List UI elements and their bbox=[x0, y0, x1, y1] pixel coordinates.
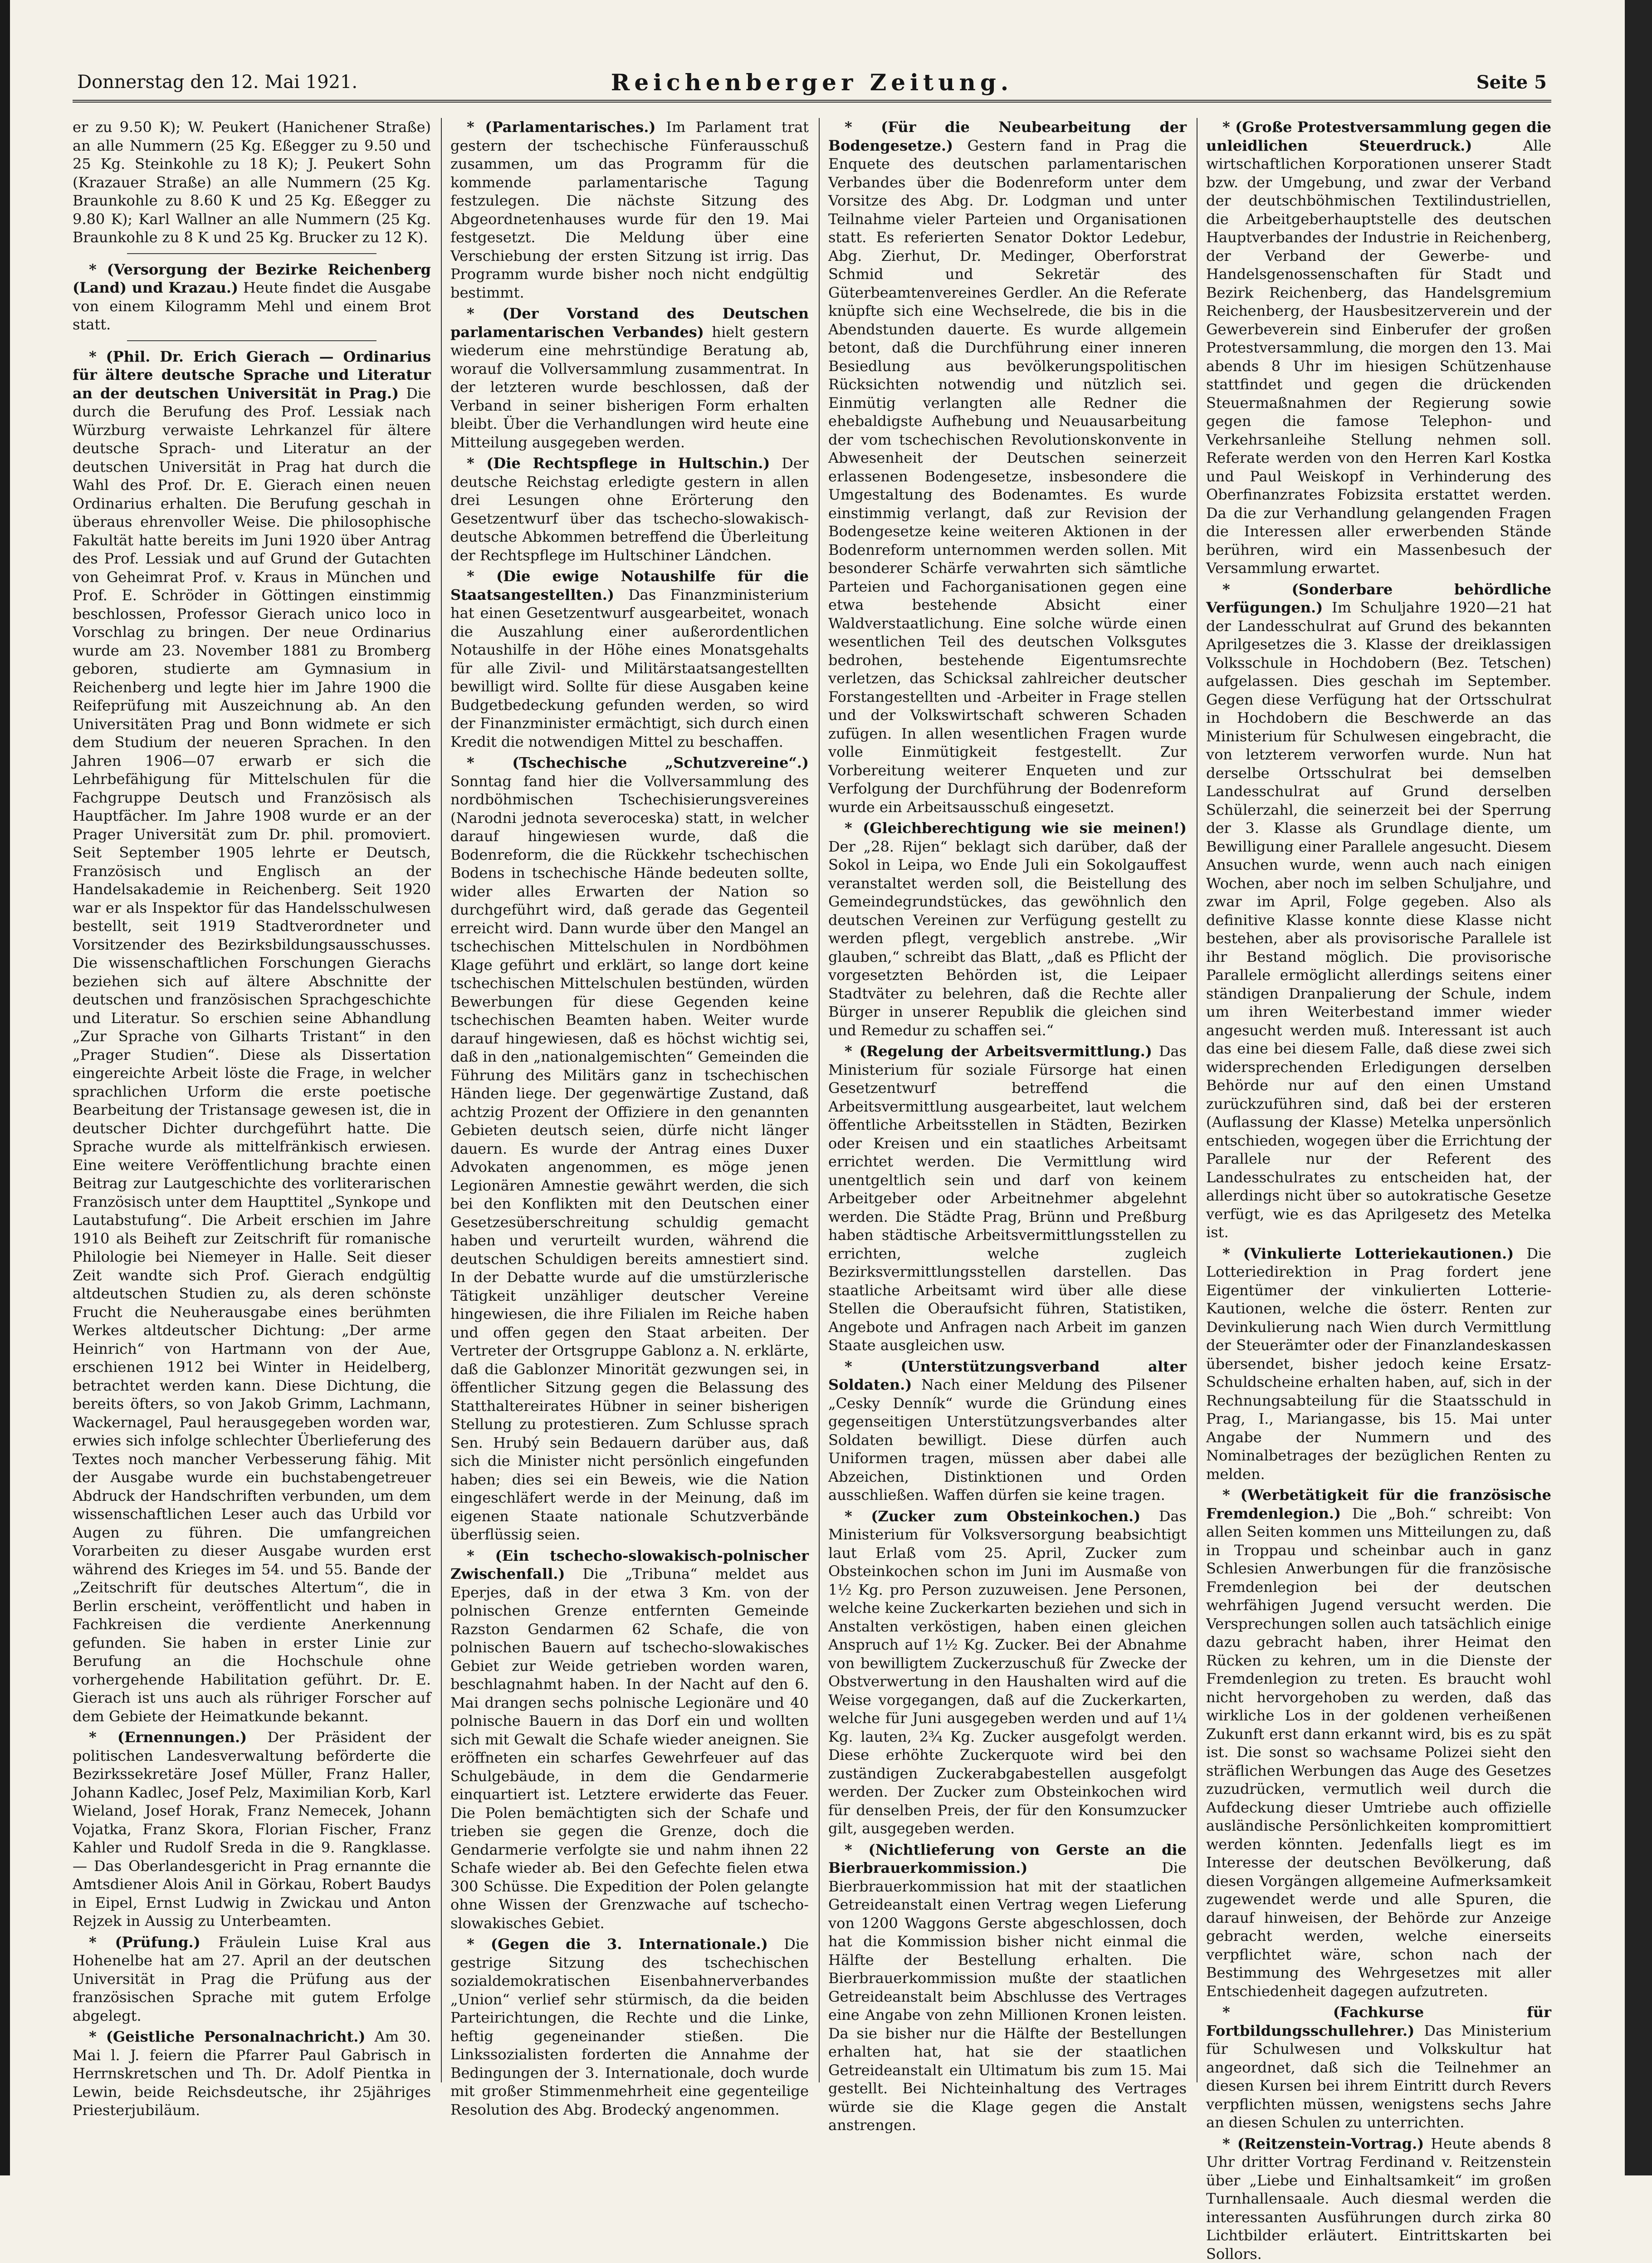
article-text: Heute findet die Ausgabe von einem Kilogramm Mehl und einem Brot statt. bbox=[73, 279, 431, 333]
article bbox=[828, 1042, 1187, 1355]
article-text: Die gestrige Sitzung des tschechischen sozialdemokratischen Eisenbahnerverbandes „Union“ verlief sehr stürmisch, da die beiden Parteirichtungen, die Rechte und die Linke, heftig gegeneinander stießen. Die Linkssozialisten forderten die Annahme der Bedingungen der 3. Internationale, doch wurde mit großer Stimmenmehrheit eine gegenteilige Resolution des Abg. Brodecký angenommen. bbox=[450, 1935, 809, 2118]
columns bbox=[73, 118, 1551, 2082]
article-text: Das Finanzministerium hat einen Gesetzentwurf ausgearbeitet, wonach die Auszahlung einer außerordentlichen Notaushilfe in der Höhe eines Monatsgehalts für alle Zivil- und Militärstaatsangestellten bewilligt wird. Sollte für diese Ausgaben keine Budgetbedeckung gefunden werden, so wird der Finanzminister ermächtigt, sich durch einen Kredit die notwendigen Mittel zu beschaffen. bbox=[450, 586, 809, 750]
article bbox=[450, 118, 809, 302]
article bbox=[450, 754, 809, 1544]
article-text: Die „Tribuna“ meldet aus Eperjes, daß in der etwa 3 Km. von der polnischen Grenze entfernten Gemeinde Razston Gendarmen 62 Schafe, die von polnischen Bauern auf tschecho-slowakisches Gebiet zur Weide getrieben worden waren, beschlagnahmt haben. In der Nacht auf den 6. Mai drangen sechs polnische Legionäre und 40 polnische Bauern in das Dorf ein und wollten sich mit Gewalt die Schafe wieder aneignen. Sie eröffneten ein scharfes Gewehrfeuer auf das Schulgebäude, in dem die Gendarmerie einquartiert ist. Letztere erwiderte das Feuer. Die Polen bemächtigten sich der Schafe und trieben sie gegen die Grenze, doch die Gendarmerie verfolgte sie und nahm ihnen 22 Schafe wieder ab. Bei den Gefechte fielen etwa 300 Schüsse. Die Expedition der Polen gelangte ohne Wissen der Grenzwache auf tschecho-slowakisches Gebiet. bbox=[450, 1565, 809, 1932]
article-text: Heute abends 8 Uhr dritter Vortrag Ferdinand v. Reitzenstein über „Liebe und Einhaltsamkeit“ im großen Turnhallensaale. Auch diesmal werden die interessanten Ausführungen durch zirka 80 Lichtbilder erläutert. Eintrittskarten bei Sollors. bbox=[1206, 2135, 1551, 2263]
article bbox=[828, 819, 1187, 1039]
column-2 bbox=[450, 118, 809, 2082]
column-rule bbox=[819, 118, 820, 2082]
article-heading: * (Parlamentarisches.) bbox=[467, 118, 656, 136]
separator bbox=[127, 253, 376, 254]
article-heading: * (Versorgung der Bezirke Reichenberg (Land) und Krazau.) bbox=[73, 261, 431, 297]
article-heading: * (Vinkulierte Lotteriekautionen.) bbox=[1222, 1245, 1514, 1262]
article-heading: * (Reitzenstein-Vortrag.) bbox=[1222, 2135, 1424, 2152]
article-heading: * (Die ewige Notaushilfe für die Staatsangestellten.) bbox=[450, 568, 809, 603]
article bbox=[828, 1841, 1187, 2135]
article-text: Der „28. Rijen“ beklagt sich darüber, daß der Sokol in Leipa, wo Ende Juli ein Sokolgauffest veranstaltet werden soll, die Beistellung des Gemeindegrundstückes, das gewöhnlich den deutschen Vereinen zur Verfügung gestellt zu werden pflegt, vergeblich anstrebe. „Wir glauben,“ schreibt das Blatt, „daß es Pflicht der vorgesetzten Behörden ist, die Leipaer Stadtväter zu belehren, daß die Rechte aller Bürger in unserer Republik die gleichen sind und Remedur zu schaffen sei.“ bbox=[828, 838, 1187, 1039]
page-header bbox=[73, 68, 1551, 103]
article-heading: * (Fachkurse für Fortbildungsschullehrer.) bbox=[1206, 2003, 1551, 2039]
article-text: Am 30. Mai l. J. feiern die Pfarrer Paul Gabrisch in Herrnskretschen und Th. Dr. Adolf Pientka in Lewin, beide Reichsdeutsche, ihr 25jähriges Priesterjubiläum. bbox=[73, 2028, 431, 2119]
column-3 bbox=[828, 118, 1187, 2082]
article bbox=[828, 1357, 1187, 1504]
article-heading: * (Sonderbare behördliche Verfügungen.) bbox=[1206, 581, 1551, 617]
separator bbox=[127, 340, 376, 341]
article bbox=[73, 348, 431, 1726]
newspaper-page bbox=[73, 68, 1551, 2082]
issue-date: Donnerstag den 12. Mai 1921. bbox=[77, 72, 357, 93]
article-heading: * (Nichtlieferung von Gerste an die Bierbrauerkommission.) bbox=[828, 1841, 1187, 1877]
article bbox=[828, 1507, 1187, 1838]
article-heading: * (Regelung der Arbeitsvermittlung.) bbox=[845, 1043, 1152, 1060]
article bbox=[450, 567, 809, 751]
article-text: Im Schuljahre 1920—21 hat der Landesschulrat auf Grund des bekannten Aprilgesetzes die 3. Klasse der dreiklassigen Volksschule in Hochdobern (Bez. Tetschen) aufgelassen. Dies geschah im September. Gegen diese Verfügung hat der Ortsschulrat in Hochdobern die Beschwerde an das Ministerium für Schulwesen eingebracht, die von letzterem verworfen wurde. Nun hat derselbe Ortsschulrat bei demselben Landesschulrat auf Grund derselben Schülerzahl, die seinerzeit bei der Sperrung der 3. Klasse als Grundlage diente, um Bewilligung einer Parallele angesucht. Diesem Ansuchen wurde, wenn auch nach einigen Wochen, aber noch im selben Schuljahre, und zwar im April, Folge gegeben. Also als definitive Klasse konnte diese Klasse nicht bestehen, aber als provisorische Parallele ist ihr Bestand möglich. Die provisorische Parallele ermöglicht allerdings seitens einer ständigen Dranpalierung der Schule, indem um ihren Weiterbestand immer wieder angesucht werden muß. Interessant ist auch das eine bei diesem Falle, daß diese zwei sich widersprechenden Erledigungen derselben Behörde nur auf den einen Umstand zurückzuführen sind, daß bei der ersteren (Auflassung der Klasse) Metelka unpersönlich entschieden, wogegen über die Errichtung der Parallele nur der Referent des Landesschulrates zu entscheiden hat, der allerdings nicht über so autokratische Gesetze verfügt, wie es das Aprilgesetz des Metelka ist. bbox=[1206, 599, 1551, 1241]
article-text: Im Parlament trat gestern der tschechische Fünferausschuß zusammen, um das Programm für die kommende parlamentarische Tagung festzulegen. Die nächste Sitzung des Abgeordnetenhauses wurde für den 19. Mai festgesetzt. Die Meldung über eine Verschiebung der ersten Sitzung ist irrig. Das Programm wurde bisher noch nicht endgültig bestimmt. bbox=[450, 118, 809, 301]
article bbox=[450, 304, 809, 451]
article-heading: * (Große Protestversammlung gegen die unleidlichen Steuerdruck.) bbox=[1206, 118, 1551, 154]
article-text: Die „Boh.“ schreibt: Von allen Seiten kommen uns Mitteilungen zu, daß in Troppau und scheinbar auch in ganz Schlesien Anwerbungen für die französische Fremdenlegion bei der deutschen wehrfähigen Jugend versucht werden. Die Versprechungen sollen auch tatsächlich einige dazu gebracht haben, ihrer Heimat den Rücken zu kehren, um in die Dienste der Fremdenlegion zu treten. Es braucht wohl nicht hervorgehoben zu werden, daß das wirkliche Los in der goldenen verheißenen Zukunft erst dann erkannt wird, bis es zu spät ist. Die sonst so wachsame Polizei sieht den sträflichen Werbungen das Auge des Gesetzes zuzudrücken, vermutlich weil durch die Aufdeckung dieser Umtriebe auch offizielle ausländische Persönlichkeiten kompromittiert werden könnten. Jedenfalls liegt es im Interesse der deutschen Bevölkerung, daß diesen Vorgängen allgemeine Aufmerksamkeit zugewendet werde und alle Spuren, die darauf hinweisen, der Behörde zur Anzeige gebracht werden, welche einerseits verpflichtet wäre, schon nach der Bestimmung des Wehrgesetzes mit aller Entschiedenheit dagegen aufzutreten. bbox=[1206, 1505, 1551, 2000]
article bbox=[73, 260, 431, 334]
article bbox=[73, 1933, 431, 2025]
article bbox=[1206, 2135, 1551, 2263]
article bbox=[1206, 2003, 1551, 2132]
article-heading: * (Unterstützungsverband alter Soldaten.) bbox=[828, 1358, 1187, 1394]
article-heading: * (Gleichberechtigung wie sie meinen!) bbox=[845, 819, 1187, 837]
scan-left-edge bbox=[0, 0, 10, 2175]
article-text: Die Lotteriedirektion in Prag fordert jene Eigentümer der vinkulierten Lotterie-Kautionen, welche die österr. Renten zur Devinkulierung nach Wien durch Vermittlung der Steuerämter oder der Finanzlandeskassen übersendet, bisher jedoch keine Ersatz-Schuldscheine erhalten haben, auf, sich in der Rechnungsabteilung für die Staatsschuld in Prag, I., Mariangasse, bis 15. Mai unter Angabe der Nummern und des Nominalbetrages der bezüglichen Renten zu melden. bbox=[1206, 1245, 1551, 1483]
article bbox=[450, 1935, 809, 2119]
column-4 bbox=[1206, 118, 1551, 2082]
article-text: Die durch die Berufung des Prof. Lessiak nach Würzburg verwaiste Lehrkanzel für ältere deutsche Sprach- und Literatur an der deutschen Universität in Prag hat durch die Wahl des Prof. Dr. E. Gierach einen neuen Ordinarius erhalten. Die Berufung geschah in überaus ehrenvoller Weise. Die philosophische Fakultät hatte bereits im Juni 1920 über Antrag des Prof. Lessiak und auf Grund der Gutachten von Geheimrat Prof. v. Kraus in München und Prof. E. Schröder in Göttingen einstimmig beschlossen, Professor Gierach unico loco in Vorschlag zu bringen. Der neue Ordinarius wurde am 23. November 1881 zu Bromberg geboren, studierte am Gymnasium in Reichenberg und legte hier im Jahre 1900 die Reifeprüfung mit Auszeichnung ab. An den Universitäten Prag und Bonn widmete er sich dem Studium der neueren Sprachen. In den Jahren 1906—07 erwarb er sich die Lehrbefähigung für Mittelschulen für die Fachgruppe Deutsch und Französisch als Hauptfächer. Im Jahre 1908 wurde er an der Prager Universität zum Dr. phil. promoviert. Seit September 1905 lehrte er Deutsch, Französisch und Englisch an der Handelsakademie in Reichenberg. Seit 1920 war er als Inspektor für das Handelsschulwesen bestellt, seit 1919 Stadtverordneter und Vorsitzender des Bezirksbildungsausschusses. Die wissenschaftlichen Forschungen Gierachs beziehen sich auf ältere Abschnitte der deutschen und französischen Sprachgeschichte und Literatur. So erschien seine Abhandlung „Zur Sprache von Gilharts Tristant“ in den „Prager Studien“. Diese als Dissertation eingereichte Arbeit löste die Frage, in welcher sprachlichen Urform die erste poetische Bearbeitung der Tristansage gewesen ist, die in deutscher Dichter durchgeführt hatte. Die Sprache wurde als mittelfränkisch erwiesen. Eine weitere Veröffentlichung brachte einen Beitrag zur Lautgeschichte des vorliterarischen Französisch unter dem Haupttitel „Synkope und Lautabstufung“. Die Arbeit erschien im Jahre 1910 als Beiheft zur Zeitschrift für romanische Philologie bei Niemeyer in Halle. Seit dieser Zeit wandte sich Prof. Gierach endgültig altdeutschen Studien zu, als deren schönste Frucht die Neuherausgabe eines berühmten Werkes altdeutscher Dichtung: „Der arme Heinrich“ von Hartmann von der Aue, erschienen 1912 bei Winter in Heidelberg, betrachtet werden kann. Diese Dichtung, die bereits öfters, so von Jakob Grimm, Lachmann, Wackernagel, Paul herausgegeben worden war, erwies sich infolge schlechter Überlieferung des Textes noch mancher Verbesserung fähig. Mit der Ausgabe wurde ein buchstabengetreuer Abdruck der Handschriften verbunden, um dem wissenschaftlichen Leser auch das Urbild vor Augen zu führen. Die umfangreichen Vorarbeiten zu dieser Ausgabe wurden erst während des Krieges im 54. und 55. Bande der „Zeitschrift für deutsches Altertum“, die in Berlin erscheint, veröffentlicht und haben in Fachkreisen die verdiente Anerkennung gefunden. Sie haben in erster Linie zur Berufung an die Hochschule ohne vorhergehende Habilitation geführt. Dr. E. Gierach ist uns auch als rühriger Forscher auf dem Gebiete der Heimatkunde bekannt. bbox=[73, 385, 431, 1725]
article bbox=[73, 1728, 431, 1930]
column-1 bbox=[73, 118, 431, 2082]
article-text: hielt gestern wiederum eine mehrstündige Beratung ab, worauf die Vollversammlung zusammentrat. In der letzteren wurde beschlossen, daß der Verband in seiner bisherigen Form erhalten bleibt. Über die Verhandlungen wird heute eine Mitteilung ausgegeben werden. bbox=[450, 323, 809, 451]
article-text: Nach einer Meldung des Pilsener „Cesky Denník“ wurde die Gründung eines gegenseitigen Unterstützungsverbandes alter Soldaten bewilligt. Diese dürfen auch Uniformen tragen, müssen aber dabei alle Abzeichen, Distinktionen und Orden ausschließen. Waffen dürfen sie keine tragen. bbox=[828, 1376, 1187, 1504]
article bbox=[828, 118, 1187, 816]
article-heading: * (Prüfung.) bbox=[89, 1934, 200, 1951]
article-text: Gestern fand in Prag die Enquete des deutschen parlamentarischen Verbandes über die Bodenreform unter dem Vorsitze des Abg. Dr. Lodgman und unter Teilnahme vieler Parteien und Organisationen statt. Es referierten Senator Doktor Ledebur, Abg. Zierhut, Dr. Medinger, Oberforstrat Schmid und Sekretär des Güterbeamtenvereines Gerdler. An die Referate knüpfte sich eine Wechselrede, die bis in die Abendstunden dauerte. Es wurde allgemein betont, daß die Durchführung einer inneren Besiedlung aus bevölkerungspolitischen Rücksichten notwendig und nützlich sei. Einmütig verlangten alle Redner die ehebaldigste Aufhebung und Neuausarbeitung der vom tschechischen Revolutionskonvente in Abwesenheit der Deutschen seinerzeit erlassenen Bodengesetze, insbesondere die Umgestaltung des Bodenamtes. Es wurde einstimmig verlangt, daß zur Revision der Bodengesetze keine weiteren Aktionen in der Bodenreform unternommen werden sollen. Mit besonderer Schärfe verwahrten sich sämtliche Parteien und Fachorganisationen gegen eine etwa bestehende Absicht einer Waldverstaatlichung. Eine solche würde einen wesentlichen Teil des deutschen Volksgutes bedrohen, bestehende Eigentumsrechte verletzen, das Schicksal zahlreicher deutscher Forstangestellten und -Arbeiter in Frage stellen und der Volkswirtschaft schweren Schaden zufügen. In allen wesentlichen Fragen wurde volle Einmütigkeit festgestellt. Zur Vorbereitung weiterer Enqueten und zur Verfolgung der Durchführung der Bodenreform wurde ein Arbeitsausschuß eingesetzt. bbox=[828, 137, 1187, 816]
article-text: Fräulein Luise Kral aus Hohenelbe hat am 27. April an der deutschen Universität in Prag die Prüfung aus der französischen Sprache mit gutem Erfolge abgelegt. bbox=[73, 1934, 431, 2024]
article-heading: * (Tschechische „Schutzvereine“.) bbox=[467, 754, 809, 771]
article-heading: * (Geistliche Personalnachricht.) bbox=[89, 2028, 366, 2045]
article-text: Alle wirtschaftlichen Korporationen unserer Stadt bzw. der Umgebung, und zwar der Verband der deutschböhmischen Textilindustriellen, die Arbeitgeberhauptstelle des deutschen Hauptverbandes der Industrie in Reichenberg, der Verband der Gewerbe- und Handelsgenossenschaften für Stadt und Bezirk Reichenberg, das Handelsgremium Reichenberg, der Hausbesitzerverein und der Gewerbeverein sind Einberufer der großen Protestversammlung, die morgen den 13. Mai abends 8 Uhr im hiesigen Schützenhause stattfindet und gegen die drückenden Steuermaßnahmen der Regierung sowie gegen die famose Telephon- und Verkehrsanleihe Stellung nehmen soll. Referate werden von den Herren Karl Kostka und Paul Weiskopf in Verhinderung des Oberfinanzrates Fobizsita erstattet werden. Da die zur Verhandlung gelangenden Fragen die Interessen aller erwerbenden Stände berühren, wird ein Massenbesuch der Versammlung erwartet. bbox=[1206, 137, 1551, 577]
article bbox=[450, 454, 809, 564]
article-heading: * (Der Vorstand des Deutschen parlamentarischen Verbandes) bbox=[450, 305, 809, 341]
article-text: Das Ministerium für Schulwesen und Volkskultur hat angeordnet, daß sich die Teilnehmer an diesen Kursen bei ihrem Eintritt durch Revers verpflichten müssen, wenigstens sechs Jahre an diesen Schulen zu unterrichten. bbox=[1206, 2022, 1551, 2131]
article-text: er zu 9.50 K); W. Peukert (Hanichener Straße) an alle Nummern (25 Kg. Eßegger zu 9.50 und 25 Kg. Steinkohle zu 18 K); J. Peukert Sohn (Krazauer Straße) an alle Nummern (25 Kg. Braunkohle zu 8.60 K und 25 Kg. Eßegger zu 9.80 K); Karl Wallner an alle Nummern (25 Kg. Braunkohle zu 8 K und 25 Kg. Brucker zu 12 K). bbox=[73, 118, 431, 247]
article-heading: * (Gegen die 3. Internationale.) bbox=[467, 1935, 768, 1953]
article bbox=[1206, 580, 1551, 1242]
article-heading: * (Zucker zum Obsteinkochen.) bbox=[845, 1508, 1140, 1525]
article-text: Der deutsche Reichstag erledigte gestern in allen drei Lesungen ohne Erörterung den Gesetzentwurf über das tschecho-slowakisch-deutsche Abkommen betreffend die Überleitung der Rechtspflege im Hultschiner Ländchen. bbox=[450, 455, 809, 564]
article-text: Sonntag fand hier die Vollversammlung des nordböhmischen Tschechisierungsvereines (Narodni jednota severoceska) statt, in welcher darauf hingewiesen wurde, daß die Bodenreform, die die Rückkehr tschechischen Bodens in tschechische Hände bedeuten sollte, wider alles Erwarten der Nation so durchgeführt wird, daß gerade das Gegenteil erreicht wird. Dann wurde über den Mangel an tschechischen Mittelschulen in Nordböhmen Klage geführt und erklärt, so lange dort keine tschechischen Mittelschulen bestünden, würden Bewerbungen für diese Gegenden keine tschechischen Beamten haben. Weiter wurde darauf hingewiesen, daß es höchst wichtig sei, daß in den „nationalgemischten“ Gemeinden die Führung des Militärs ganz in tschechischen Händen liege. Der gegenwärtige Zustand, daß achtzig Prozent der Offiziere in den genannten Gebieten deutsch seien, dürfe nicht länger dauern. Es wurde der Antrag eines Duxer Advokaten angenommen, es möge jenen Legionären Amnestie gewährt werden, die sich bei den Konflikten mit den Deutschen einer Gesetzesüberschreitung schuldig gemacht haben und verurteilt wurden, während die deutschen Schuldigen bereits amnestiert sind. In der Debatte wurde auf die umstürzlerische Tätigkeit unzähliger deutscher Vereine hingewiesen, die ihre Filialen im Reiche haben und offen gegen den Staat arbeiten. Der Vertreter der Ortsgruppe Gablonz a. N. erklärte, daß die Gablonzer Minorität gezwungen sei, in öffentlicher Sitzung gegen die Belassung des Statthaltereirates Hübner in seiner bisherigen Stellung zu protestieren. Zum Schlusse sprach Sen. Hrubý sein Bedauern darüber aus, daß sich die Minister nicht persönlich eingefunden haben; dies sei ein Beweis, wie die Nation eingeschläfert werde in der Meinung, daß im eigenen Staate nationale Schutzverbände überflüssig seien. bbox=[450, 773, 809, 1543]
article-text: Das Ministerium für Volksversorgung beabsichtigt laut Erlaß vom 25. April, Zucker zum Obsteinkochen schon im Juni im Ausmaße von 1½ Kg. pro Person zuzuweisen. Jene Personen, welche keine Zuckerkarten beziehen und sich in Anstalten verköstigen, haben einen gleichen Anspruch auf 1½ Kg. Zucker. Bei der Abnahme von bewilligtem Zuckerzuschuß für Zwecke der Obstverwertung in den Haushalten wird auf die Weise vorgegangen, daß auf die Zuckerkarten, welche für Juni ausgegeben werden und auf 1¼ Kg. lauten, 2¾ Kg. Zucker ausgefolgt werden. Diese erhöhte Zuckerquote wird bei den zuständigen Zuckerabgabestellen ausgefolgt werden. Der Zucker zum Obsteinkochen wird für denselben Preis, der für den Konsumzucker gilt, ausgegeben werden. bbox=[828, 1508, 1187, 1837]
article-heading: * (Ernennungen.) bbox=[89, 1729, 247, 1746]
article bbox=[73, 2028, 431, 2120]
article bbox=[1206, 1244, 1551, 1484]
article-heading: * (Phil. Dr. Erich Gierach — Ordinarius für ältere deutsche Sprache und Literatur an der deutschen Universität in Prag.) bbox=[73, 348, 431, 402]
masthead: Reichenberger Zeitung. bbox=[73, 69, 1551, 96]
article bbox=[1206, 1486, 1551, 2000]
article-heading: * (Ein tschecho-slowakisch-polnischer Zwischenfall.) bbox=[450, 1547, 809, 1583]
article-text: Das Ministerium für soziale Fürsorge hat einen Gesetzentwurf betreffend die Arbeitsvermittlung ausgearbeitet, laut welchem öffentliche Arbeitsstellen in Städten, Bezirken oder Kreisen und ein staatliches Arbeitsamt errichtet werden. Die Vermittlung wird unentgeltlich sein und darf von keinem Arbeitgeber oder Arbeitnehmer abgelehnt werden. Die Städte Prag, Brünn und Preßburg haben städtische Arbeitsvermittlungsstellen zu errichten, welche zugleich Bezirksvermittlungsstellen darstellen. Das staatliche Arbeitsamt wird über alle diese Stellen die Oberaufsicht führen, Statistiken, Angebote und Anfragen nach Arbeit im ganzen Staate ausgleichen usw. bbox=[828, 1043, 1187, 1354]
column-rule bbox=[441, 118, 442, 2082]
article bbox=[450, 1547, 809, 1933]
article bbox=[1206, 118, 1551, 578]
article-heading: * (Werbetätigkeit für die französische Fremdenlegion.) bbox=[1206, 1486, 1551, 1522]
scan-right-edge bbox=[1625, 0, 1652, 2175]
page-number: Seite 5 bbox=[1476, 72, 1547, 93]
article-text: Der Präsident der politischen Landesverwaltung beförderte die Bezirkssekretäre Josef Müller, Franz Haller, Johann Kadlec, Josef Pelz, Maximilian Korb, Karl Wieland, Josef Horak, Franz Nemecek, Johann Vojatka, Franz Skora, Florian Fischer, Franz Kahler und Rudolf Sreda in die 9. Rangklasse. — Das Oberlandesgericht in Prag ernannte die Amtsdiener Alois Anil in Görkau, Robert Baudys in Eipel, Ernst Ludwig in Zwickau und Anton Rejzek in Aussig zu Unterbeamten. bbox=[73, 1729, 431, 1930]
article-text: Die Bierbrauerkommission hat mit der staatlichen Getreideanstalt einen Vertrag wegen Lieferung von 1200 Waggons Gerste abgeschlossen, doch hat die Kommission bisher nicht einmal die Hälfte der Bestellung erhalten. Die Bierbrauerkommission mußte der staatlichen Getreideanstalt beim Abschlusse des Vertrages eine Angabe von zehn Millionen Kronen leisten. Da sie bisher nur die Hälfte der Bestellungen erhalten hat, hat sie der staatlichen Getreideanstalt ein Ultimatum bis zum 15. Mai gestellt. Bei Nichteinhaltung des Vertrages würde sie die Klage gegen die Anstalt anstrengen. bbox=[828, 1859, 1187, 2134]
article-heading: * (Die Rechtspflege in Hultschin.) bbox=[467, 455, 770, 472]
article-heading: * (Für die Neubearbeitung der Bodengesetze.) bbox=[828, 118, 1187, 154]
